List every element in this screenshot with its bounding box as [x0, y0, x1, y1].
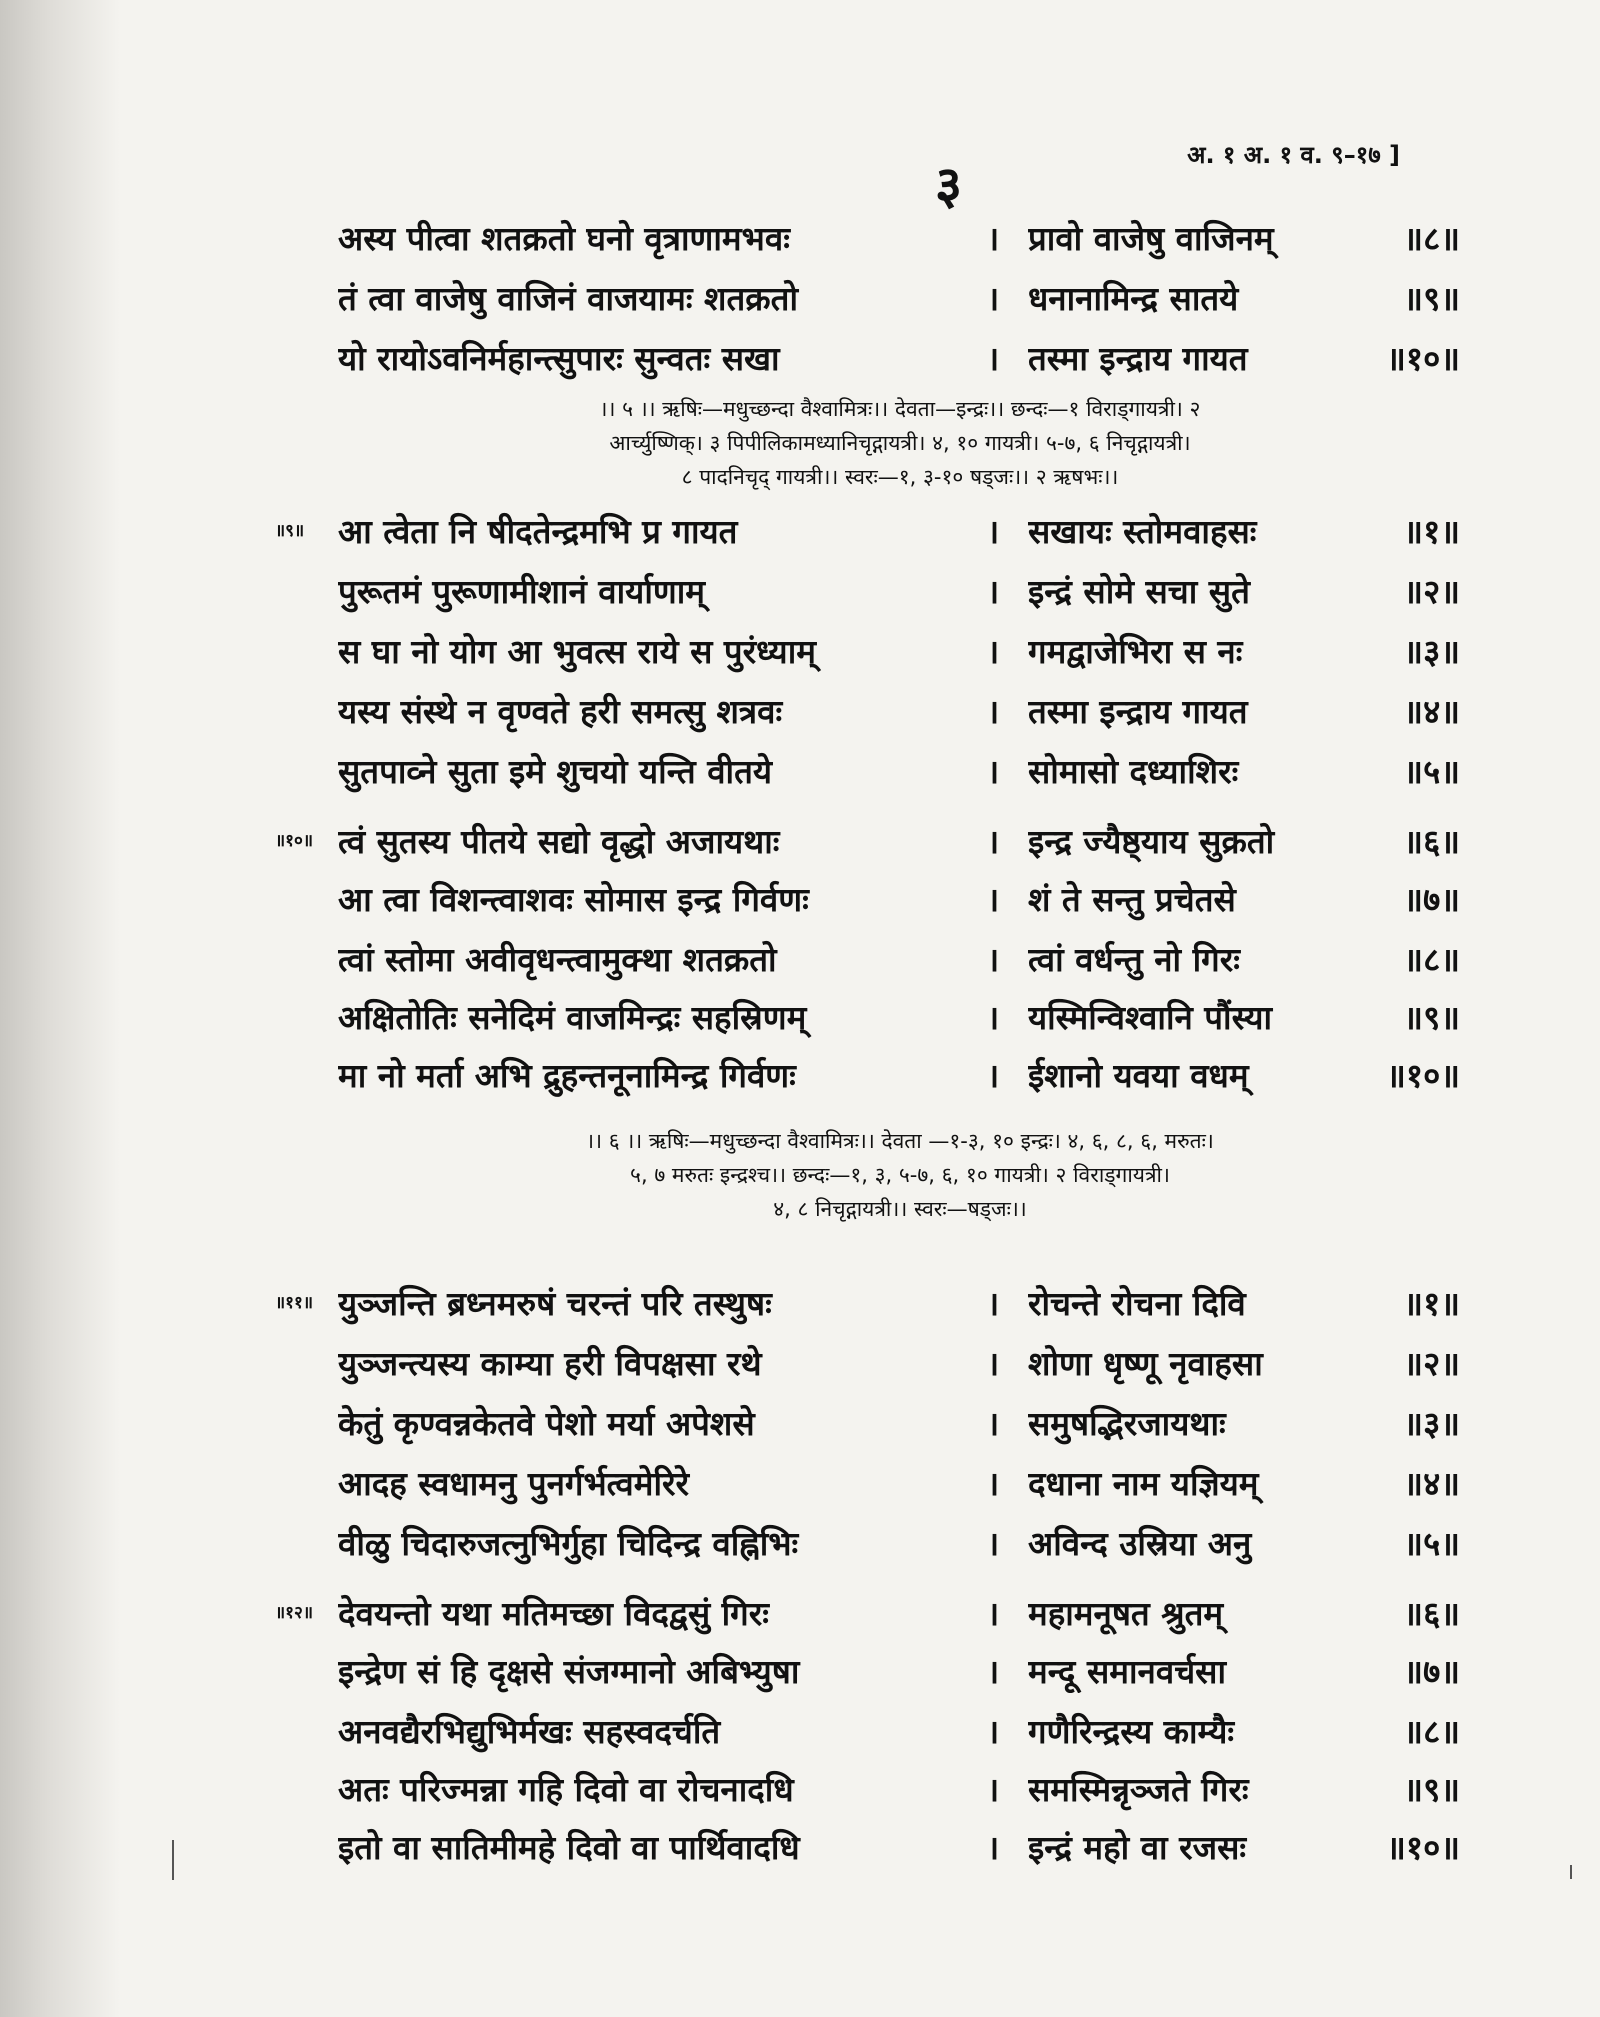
- verse-pada-2: समुषद्भिरजायथाः: [1028, 1403, 1226, 1443]
- danda: ।: [986, 751, 1000, 791]
- verse-number: ॥९॥: [1403, 1769, 1460, 1809]
- verse-pada-1: यो रायोऽवनिर्महान्त्सुपारः सुन्वतः सखा: [338, 338, 780, 378]
- verse-pada-2: सखायः स्तोमवाहसः: [1028, 511, 1257, 551]
- verse-number: ॥४॥: [1403, 1463, 1460, 1503]
- margin-mark: [1570, 1865, 1572, 1879]
- danda: ।: [986, 821, 1000, 861]
- verse-pada-2: धनानामिन्द्र सातये: [1028, 278, 1239, 318]
- verse-pada-2: इन्द्रं सोमे सचा सुते: [1028, 571, 1250, 611]
- verse-pada-2: इन्द्र ज्यैष्ठ्याय सुक्रतो: [1028, 821, 1275, 861]
- page-number: ३: [935, 156, 963, 216]
- danda: ।: [986, 1343, 1000, 1383]
- metadata-line: ५, ७ मरुतः इन्द्रश्च।। छन्दः—१, ३, ५-७, ६, १० गायत्री। २ विराड्गायत्री।: [630, 1163, 1170, 1187]
- verse-pada-1: अस्य पीत्वा शतक्रतो घनो वृत्राणामभवः: [338, 218, 790, 258]
- verse-pada-1: केतुं कृण्वन्नकेतवे पेशो मर्या अपेशसे: [338, 1403, 755, 1443]
- verse-line: [338, 815, 1460, 865]
- verse-line: [338, 1587, 1460, 1637]
- verse-pada-1: सुतपाव्ने सुता इमे शुचयो यन्ति वीतये: [338, 751, 773, 791]
- verse-line: [338, 1645, 1460, 1695]
- danda: ।: [986, 1827, 1000, 1867]
- verse-line: [338, 1705, 1460, 1755]
- running-head: अ. १ अ. १ व. ९–१७ ]: [1187, 141, 1400, 169]
- metadata-line: ।। ६ ।। ऋषिः—मधुच्छन्दा वैश्वामित्रः।। देवता —१-३, १० इन्द्रः। ४, ६, ८, ६, मरुतः।: [586, 1129, 1214, 1153]
- verse-pada-1: देवयन्तो यथा मतिमच्छा विदद्वसुं गिरः: [338, 1593, 769, 1633]
- verse-number: ॥१॥: [1403, 1283, 1460, 1323]
- verse-line: [338, 745, 1460, 795]
- verse-number: ॥५॥: [1403, 1523, 1460, 1563]
- varga-marker: ॥९॥: [275, 521, 305, 541]
- verse-pada-2: त्वां वर्धन्तु नो गिरः: [1028, 939, 1240, 979]
- danda: ।: [986, 571, 1000, 611]
- verse-pada-2: यस्मिन्विश्वानि पौंस्या: [1028, 997, 1273, 1037]
- danda: ।: [986, 691, 1000, 731]
- verse-number: ॥२॥: [1403, 1343, 1460, 1383]
- verse-number: ॥८॥: [1403, 218, 1460, 258]
- verse-pada-2: गमद्वाजेभिरा स नः: [1028, 631, 1243, 671]
- sukta-metadata: [330, 392, 1470, 494]
- verse-number: ॥४॥: [1403, 691, 1460, 731]
- danda: ।: [986, 338, 1000, 378]
- verse-number: ॥७॥: [1403, 1651, 1460, 1691]
- varga-marker: ॥१०॥: [275, 831, 314, 851]
- verse-number: ॥६॥: [1403, 821, 1460, 861]
- metadata-line: ४, ८ निचृद्गायत्री।। स्वरः—षड्जः।।: [773, 1197, 1027, 1221]
- danda: ।: [986, 278, 1000, 318]
- verse-pada-2: शं ते सन्तु प्रचेतसे: [1028, 879, 1236, 919]
- verse-number: ॥८॥: [1403, 939, 1460, 979]
- verse-pada-1: युञ्जन्त्यस्य काम्या हरी विपक्षसा रथे: [338, 1343, 762, 1383]
- danda: ।: [986, 218, 1000, 258]
- verse-line: [338, 1763, 1460, 1813]
- verse-pada-2: सोमासो दध्याशिरः: [1028, 751, 1239, 791]
- page-gutter-shadow: [0, 0, 120, 2017]
- verse-line: [338, 1397, 1460, 1447]
- verse-pada-1: इतो वा सातिमीमहे दिवो वा पार्थिवादधि: [338, 1827, 800, 1867]
- verse-line: [338, 332, 1460, 382]
- verse-number: ॥९॥: [1403, 997, 1460, 1037]
- verse-pada-2: शोणा धृष्णू नृवाहसा: [1028, 1343, 1263, 1383]
- danda: ।: [986, 1593, 1000, 1633]
- verse-line: [338, 505, 1460, 555]
- verse-number: ॥१०॥: [1386, 1827, 1460, 1867]
- verse-pada-1: अतः परिज्मन्ना गहि दिवो वा रोचनादधि: [338, 1769, 794, 1809]
- verse-number: ॥३॥: [1403, 631, 1460, 671]
- danda: ।: [986, 1769, 1000, 1809]
- verse-pada-1: अनवद्यैरभिद्युभिर्मखः सहस्वदर्चति: [338, 1711, 721, 1751]
- verse-pada-2: तस्मा इन्द्राय गायत: [1028, 338, 1248, 378]
- verse-pada-2: प्रावो वाजेषु वाजिनम्: [1028, 218, 1274, 258]
- verse-number: ॥९॥: [1403, 278, 1460, 318]
- danda: ।: [986, 1055, 1000, 1095]
- verse-line: [338, 1821, 1460, 1871]
- verse-number: ॥१०॥: [1386, 1055, 1460, 1095]
- verse-pada-1: आ त्वा विशन्त्वाशवः सोमास इन्द्र गिर्वणः: [338, 879, 809, 919]
- verse-line: [338, 685, 1460, 735]
- verse-pada-2: दधाना नाम यज्ञियम्: [1028, 1463, 1259, 1503]
- verse-number: ॥२॥: [1403, 571, 1460, 611]
- verse-pada-2: ईशानो यवया वधम्: [1028, 1055, 1249, 1095]
- verse-line: [338, 212, 1460, 262]
- verse-pada-2: समस्मिन्नृञ्जते गिरः: [1028, 1769, 1249, 1809]
- verse-line: [338, 933, 1460, 983]
- verse-pada-1: आ त्वेता नि षीदतेन्द्रमभि प्र गायत: [338, 511, 738, 551]
- verse-line: [338, 1457, 1460, 1507]
- varga-marker: ॥१२॥: [275, 1603, 314, 1623]
- verse-line: [338, 565, 1460, 615]
- verse-pada-1: त्वं सुतस्य पीतये सद्यो वृद्धो अजायथाः: [338, 821, 780, 861]
- metadata-line: आर्च्युष्णिक्। ३ पिपीलिकामध्यानिचृद्गायत्री। ४, १० गायत्री। ५-७, ६ निचृद्गायत्री।: [609, 431, 1191, 455]
- verse-line: [338, 1049, 1460, 1099]
- danda: ।: [986, 631, 1000, 671]
- verse-pada-2: महामनूषत श्रुतम्: [1028, 1593, 1224, 1633]
- verse-line: [338, 1517, 1460, 1567]
- danda: ।: [986, 1403, 1000, 1443]
- varga-marker: ॥११॥: [275, 1293, 314, 1313]
- verse-pada-1: स घा नो योग आ भुवत्स राये स पुरंध्याम्: [338, 631, 816, 671]
- verse-number: ॥१०॥: [1386, 338, 1460, 378]
- verse-pada-1: आदह स्वधामनु पुनर्गर्भत्वमेरिरे: [338, 1463, 690, 1503]
- verse-pada-1: अक्षितोतिः सनेदिमं वाजमिन्द्रः सहस्रिणम्: [338, 997, 807, 1037]
- verse-line: [338, 1337, 1460, 1387]
- verse-line: [338, 625, 1460, 675]
- verse-pada-1: त्वां स्तोमा अवीवृधन्त्वामुक्था शतक्रतो: [338, 939, 777, 979]
- verse-pada-2: तस्मा इन्द्राय गायत: [1028, 691, 1248, 731]
- metadata-line: ८ पादनिचृद् गायत्री।। स्वरः—१, ३-१० षड्जः।। २ ऋषभः।।: [681, 465, 1119, 489]
- danda: ।: [986, 939, 1000, 979]
- danda: ।: [986, 1711, 1000, 1751]
- verse-pada-1: इन्द्रेण सं हि दृक्षसे संजग्मानो अबिभ्युषा: [338, 1651, 800, 1691]
- sukta-metadata: [330, 1124, 1470, 1226]
- verse-number: ॥५॥: [1403, 751, 1460, 791]
- danda: ।: [986, 997, 1000, 1037]
- verse-line: [338, 873, 1460, 923]
- verse-pada-1: पुरूतमं पुरूणामीशानं वार्याणाम्: [338, 571, 706, 611]
- verse-pada-1: युञ्जन्ति ब्रध्नमरुषं चरन्तं परि तस्थुषः: [338, 1283, 772, 1323]
- danda: ।: [986, 879, 1000, 919]
- margin-mark: [172, 1840, 174, 1880]
- verse-line: [338, 1277, 1460, 1327]
- verse-number: ॥६॥: [1403, 1593, 1460, 1633]
- danda: ।: [986, 1463, 1000, 1503]
- verse-number: ॥८॥: [1403, 1711, 1460, 1751]
- verse-pada-2: गणैरिन्द्रस्य काम्यैः: [1028, 1711, 1235, 1751]
- verse-pada-1: तं त्वा वाजेषु वाजिनं वाजयामः शतक्रतो: [338, 278, 799, 318]
- verse-pada-1: यस्य संस्थे न वृण्वते हरी समत्सु शत्रवः: [338, 691, 783, 731]
- verse-number: ॥३॥: [1403, 1403, 1460, 1443]
- verse-line: [338, 991, 1460, 1041]
- verse-number: ॥१॥: [1403, 511, 1460, 551]
- metadata-line: ।। ५ ।। ऋषिः—मधुच्छन्दा वैश्वामित्रः।। देवता—इन्द्रः।। छन्दः—१ विराड्गायत्री। २: [599, 397, 1201, 421]
- danda: ।: [986, 1651, 1000, 1691]
- verse-pada-1: वीळु चिदारुजत्नुभिर्गुहा चिदिन्द्र वह्निभिः: [338, 1523, 799, 1563]
- verse-line: [338, 272, 1460, 322]
- danda: ।: [986, 1523, 1000, 1563]
- verse-pada-2: अविन्द उस्रिया अनु: [1028, 1523, 1252, 1563]
- danda: ।: [986, 511, 1000, 551]
- verse-pada-2: रोचन्ते रोचना दिवि: [1028, 1283, 1246, 1323]
- verse-pada-2: इन्द्रं महो वा रजसः: [1028, 1827, 1247, 1867]
- danda: ।: [986, 1283, 1000, 1323]
- verse-number: ॥७॥: [1403, 879, 1460, 919]
- verse-pada-1: मा नो मर्ता अभि द्रुहन्तनूनामिन्द्र गिर्वणः: [338, 1055, 796, 1095]
- verse-pada-2: मन्दू समानवर्चसा: [1028, 1651, 1227, 1691]
